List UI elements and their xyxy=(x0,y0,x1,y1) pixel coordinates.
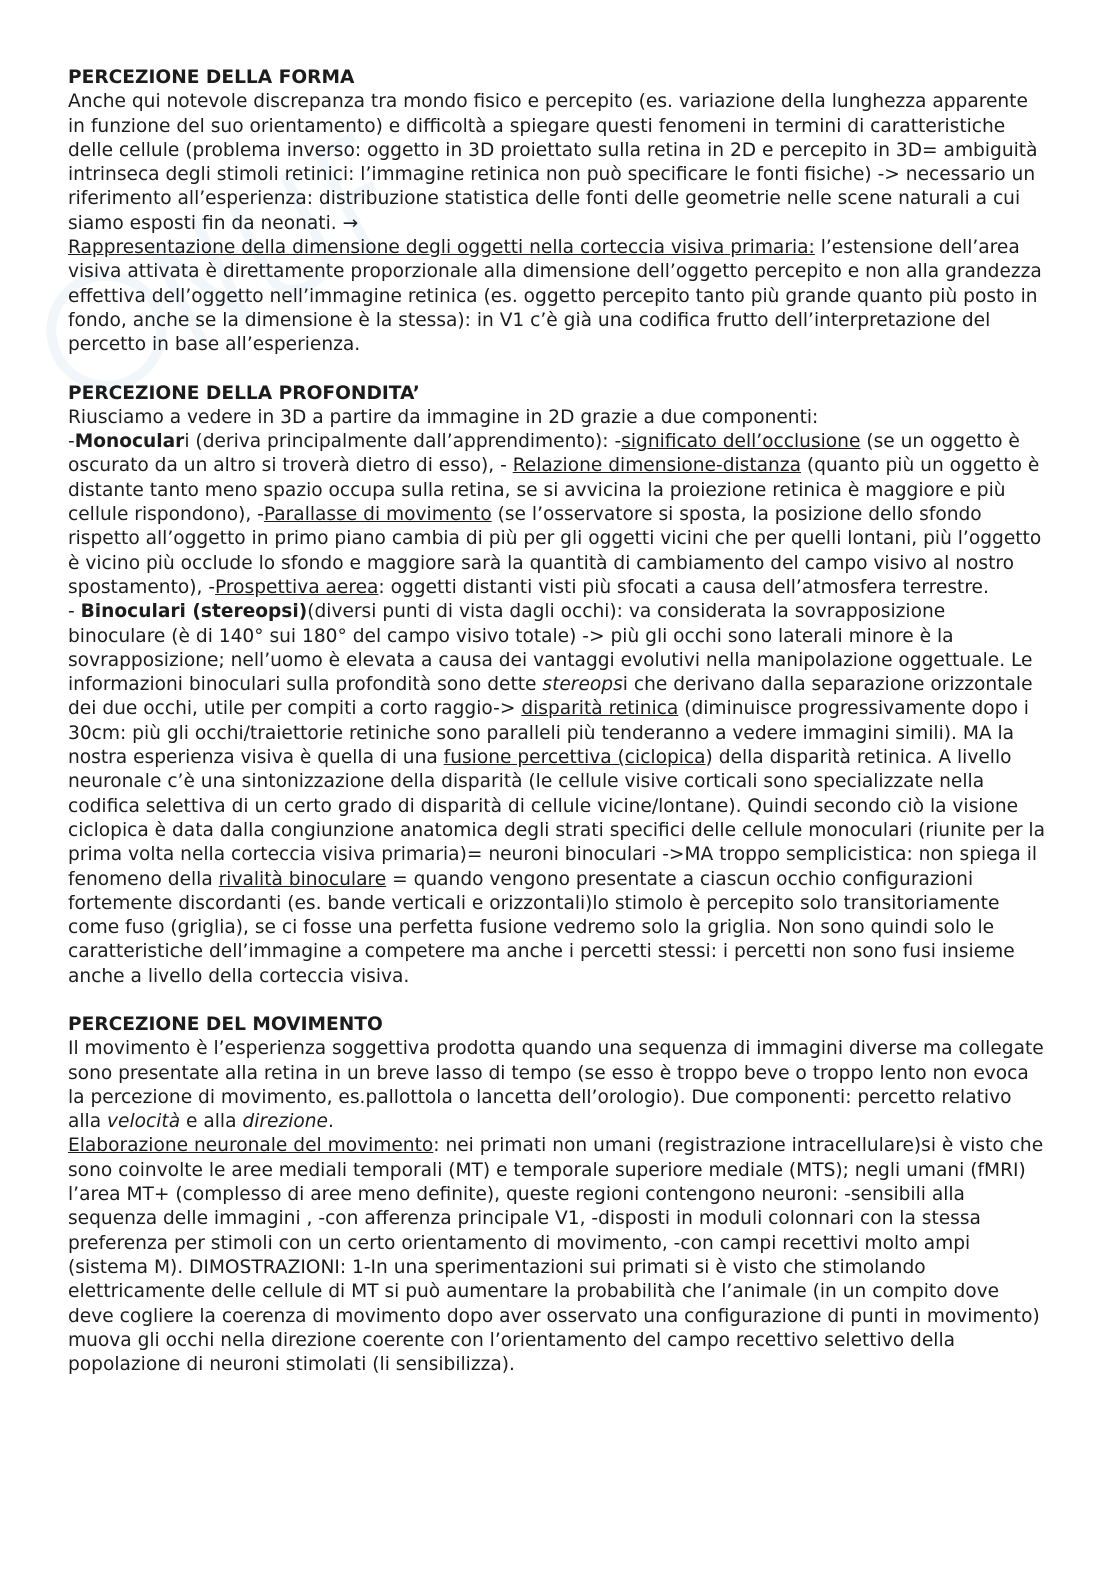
text: (diminuisce progressivamente dopo i 30cm: più gli occhi/traiettorie retiniche sono paralleli più tenderanno a vedere immagini simili). MA la nostra esperienza visiva è quella di una xyxy=(68,698,1029,769)
text: (quanto più un oggetto è distante tanto meno spazio occupa sulla retina, se si avvicina la proiezione retinica è maggiore e più cellule rispondono), - xyxy=(68,455,1040,526)
text: ) della disparità retinica. A livello neuronale c’è una sintonizzazione della disparità (le cellule visive corticali sono specializzate nella codifica selettiva di un certo grado di disparità di cellule vicine/lontane). Quindi secondo ciò la visione ciclopica è data dalla congiunzione anatomica degli strati specifici delle cellule monoculari (riunite per la prima volta nella corteccia visiva primaria)= neuroni binoculari ->MA troppo semplicistica: non spiega il fenomeno della xyxy=(68,747,1045,890)
underlined-term: Relazione dimensione-distanza xyxy=(512,455,801,477)
text: (se l’osservatore si sposta, la posizione dello sfondo rispetto all’oggetto in primo piano cambia di più per gli oggetti vicini che per quelli lontani, più l’oggetto è vicino più occlude lo sfondo e maggiore sarà la quantità di cambiamento del campo visivo al nostro spostamento), - xyxy=(68,504,1042,598)
underlined-term: Parallasse di movimento xyxy=(263,504,492,526)
underlined-term: Prospettiva aerea xyxy=(215,576,379,598)
paragraph-monoculari xyxy=(68,430,1048,600)
intro-profondita: Riusciamo a vedere in 3D a partire da immagine in 2D grazie a due componenti: xyxy=(68,406,819,428)
text: = quando vengono presentate a ciascun occhio configurazioni fortemente discordanti (es. bande verticali e orizzontali)lo stimolo è percepito solo transitoriamente come fuso (griglia), se ci fosse una perfetta fusione vedremo solo la griglia. Non sono quindi solo le caratteristiche dell’immagine a competere ma anche i percetti stessi: i percetti non sono fusi insieme anche a livello della corteccia visiva. xyxy=(68,868,1015,987)
text: i (deriva principalmente dall’apprendimento): - xyxy=(184,431,622,453)
text: : nei primati non umani (registrazione intracellulare)si è visto che sono coinvolte le aree mediali temporali (MT) e temporale superiore mediale (MTS); negli umani (fMRI) l’area MT+ (complesso di aree meno definite), queste regioni contengono neuroni: -sensibili alla sequenza delle immagini , -con afferenza principale V1, -disposti in moduli colonnari con la stessa preferenza per stimoli con un certo orientamento di movimento, -con campi recettivi molto ampi (sistema M). DIMOSTRAZIONI: 1-In una sperimentazioni sui primati si è visto che stimolando elettricamente delle cellule di MT si può aumentare la probabilità che l’animale (in un compito dove deve cogliere la coerenza di movimento dopo aver osservato una configurazione di punti in movimento) muova gli occhi nella direzione coerente con l’orientamento del campo recettivo selettivo della popolazione di neuroni stimolati (li sensibilizza). xyxy=(68,1135,1044,1376)
text: i che derivano dalla separazione orizzontale dei due occhi, utile per compiti a corto raggio-> xyxy=(68,674,1033,720)
italic-term: direzione xyxy=(242,1111,328,1133)
text: - xyxy=(68,601,81,623)
underlined-term: significato dell’occlusione xyxy=(621,431,861,453)
underlined-term: rivalità binoculare xyxy=(218,868,387,890)
text: Anche qui notevole discrepanza tra mondo fisico e percepito (es. variazione della lunghezza apparente in funzione del suo orientamento) e difficoltà a spiegare questi fenomeni in termini di caratteristiche delle cellule (problema inverso: oggetto in 3D proiettato sulla retina in 2D e percepito in 3D= ambiguità intrinseca degli stimoli retinici: l’immagine retinica non può specificare le fonti fisiche) -> necessario un riferimento all’esperienza: distribuzione statistica delle fonti delle geometrie nelle scene naturali a cui siamo esposti fin da neonati. xyxy=(68,91,1038,234)
underlined-term: fusione percettiva (ciclopica xyxy=(443,747,706,769)
paragraph-movimento-2 xyxy=(68,1134,1048,1377)
paragraph-movimento-1 xyxy=(68,1037,1048,1134)
heading-forma: PERCEZIONE DELLA FORMA xyxy=(68,67,355,88)
text: : oggetti distanti visti più sfocati a causa dell’atmosfera terrestre. xyxy=(378,576,989,598)
heading-profondita: PERCEZIONE DELLA PROFONDITA’ xyxy=(68,382,420,404)
text: l’estensione dell’area visiva attivata è direttamente proporzionale alla dimensione dell’oggetto percepito e non alla grandezza effettiva dell’oggetto nell’immagine retinica (es. oggetto percepito tanto più grande quanto più posto in fondo, anche se la dimensione è la stessa): in V1 c’è già una codifica frutto dell’interpretazione del percetto in base all’esperienza. xyxy=(68,237,1042,356)
section-profondita xyxy=(68,382,1048,989)
bold-term: Monocular xyxy=(74,431,185,453)
italic-term: velocità xyxy=(107,1111,181,1133)
underlined-term: Rappresentazione della dimensione degli oggetti nella corteccia visiva primaria: xyxy=(68,237,815,259)
heading-movimento: PERCEZIONE DEL MOVIMENTO xyxy=(68,1013,383,1035)
text: (diversi punti di vista dagli occhi): va considerata la sovrapposizione binoculare (è di 140° sui 180° del campo visivo totale) -> più gli occhi sono laterali minore è la sovrapposizione; nell’uomo è elevata a causa dei vantaggi evolutivi nella manipolazione oggettuale. Le informazioni binoculari sulla profondità sono dette xyxy=(68,601,1033,696)
arrow-right-icon: → xyxy=(342,212,359,234)
underlined-term: Elaborazione neuronale del movimento xyxy=(68,1135,434,1157)
paragraph-binoculari xyxy=(68,600,1048,989)
italic-term: stereops xyxy=(542,674,623,696)
document-page xyxy=(68,66,1048,1401)
paragraph-forma xyxy=(68,90,1048,357)
text: - xyxy=(68,431,75,453)
text: (se un oggetto è oscurato da un altro si troverà dietro di esso), - xyxy=(68,431,1020,477)
text: Il movimento è l’esperienza soggettiva prodotta quando una sequenza di immagini diverse ma collegate sono presentate alla retina in un breve lasso di tempo (se esso è troppo beve o troppo lento non evoca la percezione di movimento, es.pallottola o lancetta dell’orologio). Due componenti: percetto relativo alla xyxy=(68,1038,1044,1133)
text: e alla xyxy=(180,1111,243,1133)
bold-term: Binoculari (stereopsi) xyxy=(80,601,308,623)
section-forma xyxy=(68,66,1048,358)
text: . xyxy=(327,1111,334,1133)
section-movimento xyxy=(68,1013,1048,1377)
underlined-term: disparità retinica xyxy=(521,698,679,720)
